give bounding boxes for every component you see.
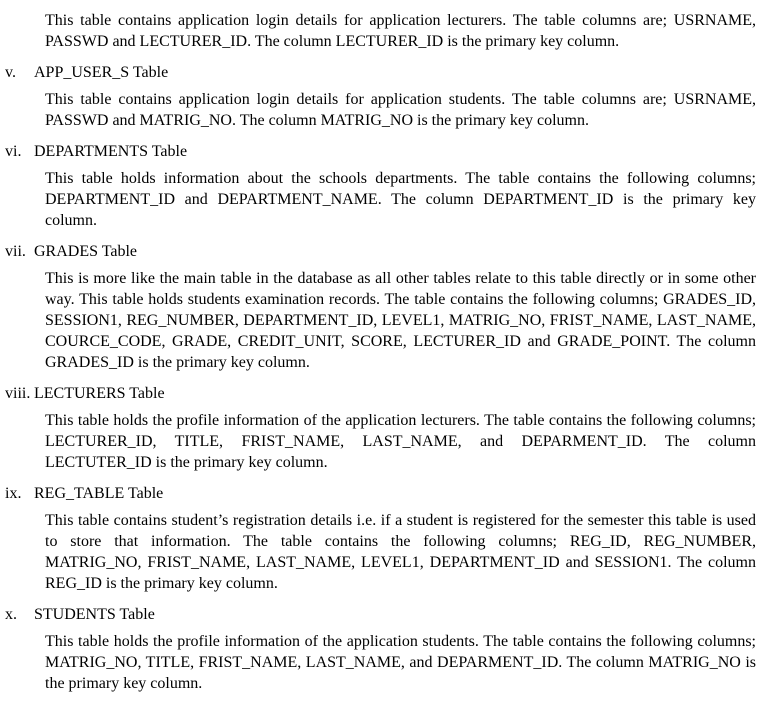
section-paragraph: This table contains student’s registration details i.e. if a student is registered for the semester this table is used to store that information. The table contains the following columns; REG_ID, REG_NUMBER, MATRIG_NO, FRIST_NAME, LAST_NAME, LEVEL1, DEPARTMENT_ID and SESSION1. The column REG_ID is the primary key column. (45, 512, 756, 592)
section-paragraph: This table holds information about the schools departments. The table contains the following columns; DEPARTMENT_ID and DEPARTMENT_NAME. The column DEPARTMENT_ID is the primary key column. (45, 170, 756, 229)
section-numeral: vi. (5, 143, 22, 160)
section-students (0, 604, 773, 694)
section-lecturers (0, 383, 773, 473)
section-title: STUDENTS Table (34, 606, 155, 623)
section-heading (0, 241, 773, 262)
section-paragraph: This table holds the profile information of the application lecturers. The table contains the following columns; LECTURER_ID, TITLE, FRIST_NAME, LAST_NAME, and DEPARMENT_ID. The column LECTUTER_ID is the primary key column. (45, 412, 756, 471)
section-title: GRADES Table (34, 243, 138, 260)
section-paragraph: This table contains application login details for application students. The table columns are; USRNAME, PASSWD and MATRIG_NO. The column MATRIG_NO is the primary key column. (45, 91, 756, 129)
section-numeral: x. (5, 606, 17, 623)
intro-paragraph: This table contains application login details for application lecturers. The table columns are; USRNAME, PASSWD and LECTURER_ID. The column LECTURER_ID is the primary key column. (45, 12, 756, 50)
section-grades (0, 241, 773, 373)
section-numeral: vii. (5, 243, 26, 260)
section-numeral: viii. (5, 385, 31, 402)
section-title: LECTURERS Table (34, 385, 165, 402)
section-numeral: v. (5, 64, 16, 81)
section-heading (0, 62, 773, 83)
section-paragraph: This is more like the main table in the database as all other tables relate to this table directly or in some other way. This table holds students examination records. The table contains the following columns; GRADES_ID, SESSION1, REG_NUMBER, DEPARTMENT_ID, LEVEL1, MATRIG_NO, FRIST_NAME, LAST_NAME, COURCE_CODE, GRADE, CREDIT_UNIT, SCORE, LECTURER_ID and GRADE_POINT. The column GRADES_ID is the primary key column. (45, 270, 756, 371)
section-paragraph: This table holds the profile information of the application students. The table contains the following columns; MATRIG_NO, TITLE, FRIST_NAME, LAST_NAME, and DEPARMENT_ID. The column MATRIG_NO is the primary key column. (45, 633, 756, 692)
section-heading (0, 383, 773, 404)
section-heading (0, 604, 773, 625)
section-heading (0, 141, 773, 162)
section-title: APP_USER_S Table (34, 64, 169, 81)
section-title: REG_TABLE Table (34, 485, 164, 502)
section-numeral: ix. (5, 485, 22, 502)
section-heading (0, 483, 773, 504)
section-title: DEPARTMENTS Table (34, 143, 188, 160)
section-reg-table (0, 483, 773, 594)
section-departments (0, 141, 773, 231)
section-app-user-s (0, 62, 773, 131)
